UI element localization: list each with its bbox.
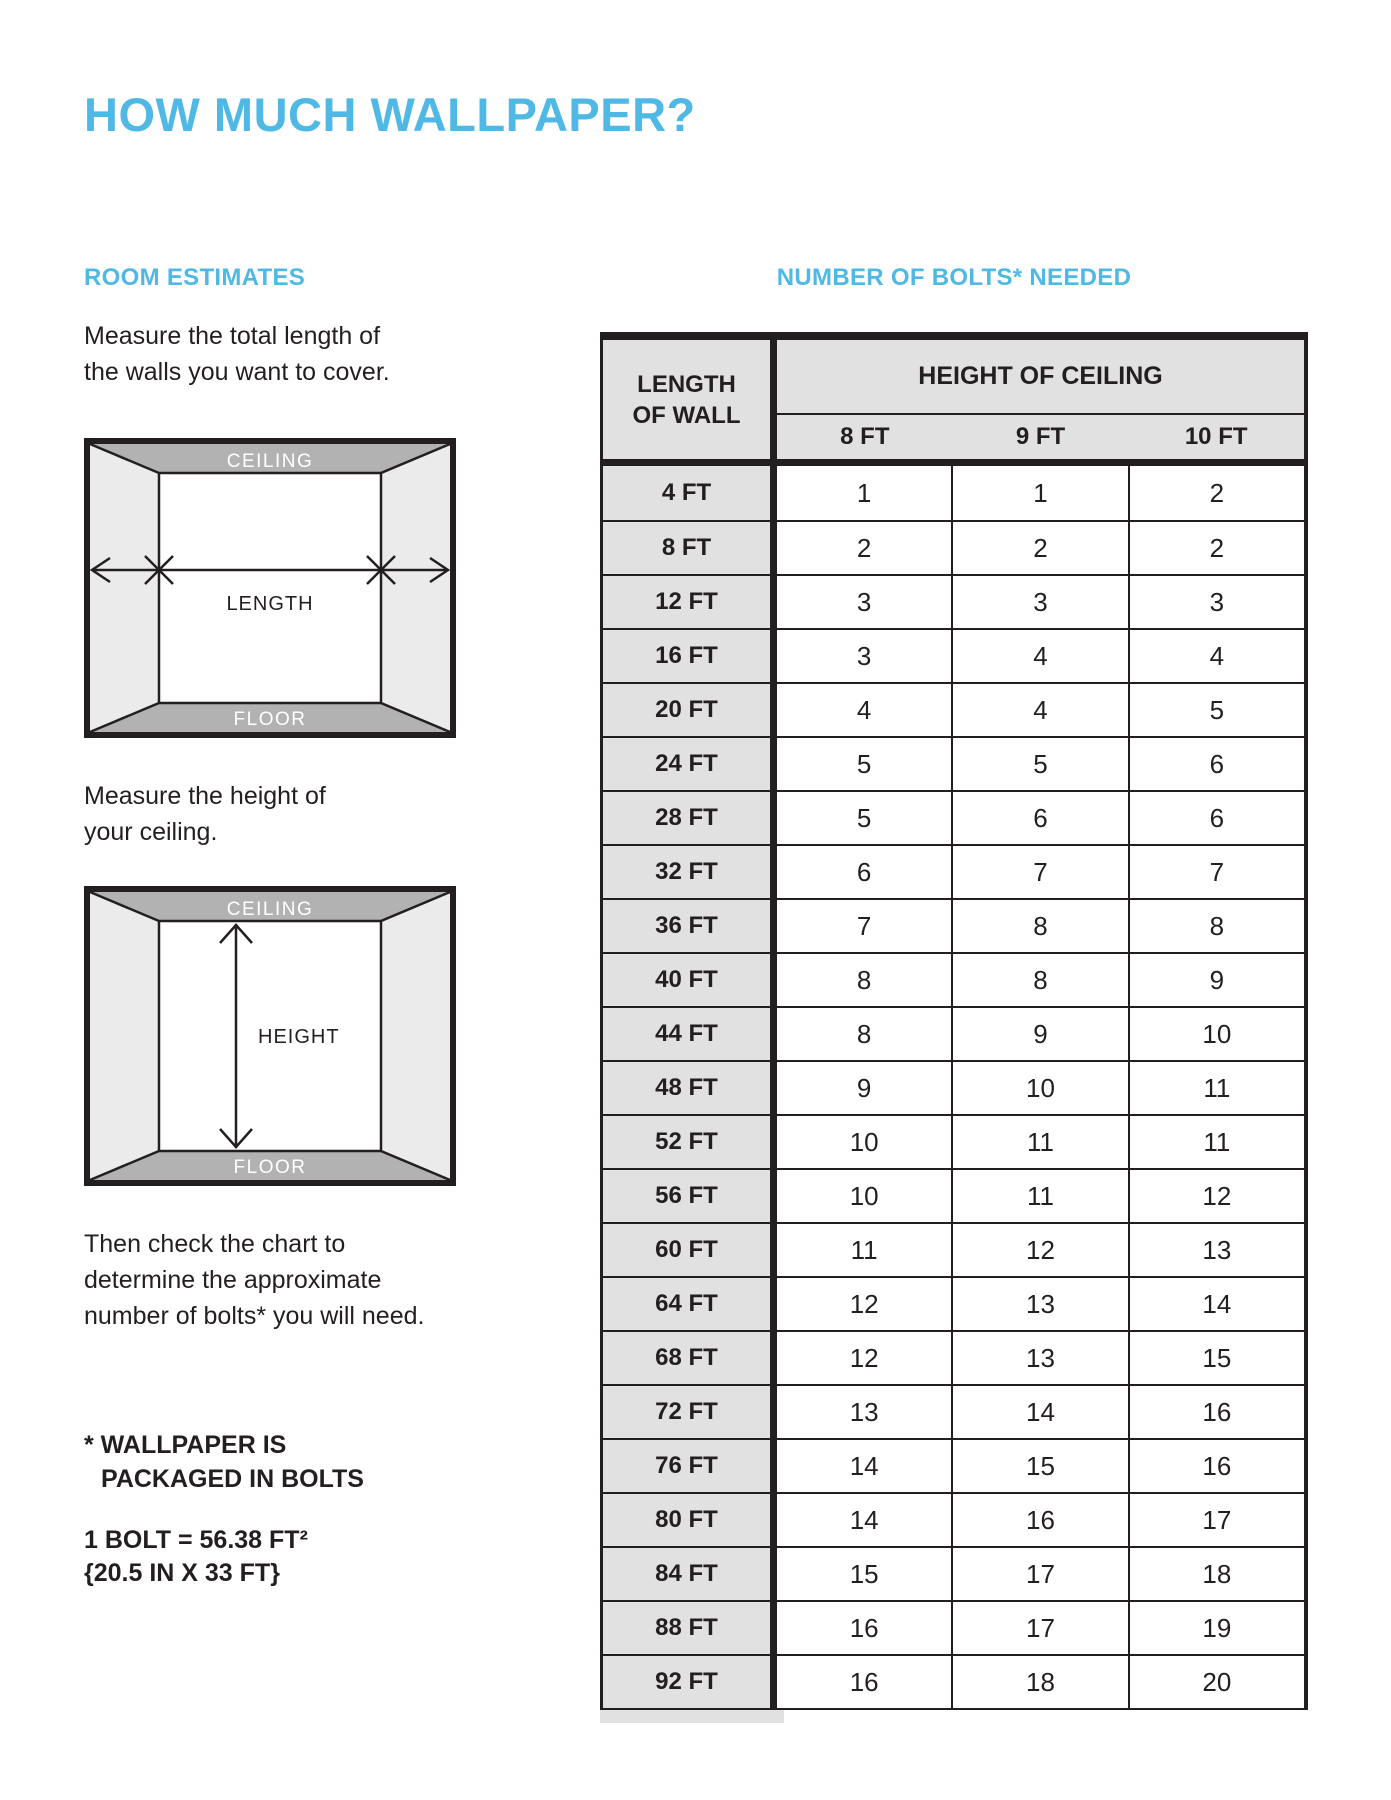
wall-length-label: 64 FT — [603, 1278, 777, 1330]
height-of-ceiling-header-cell: HEIGHT OF CEILING — [777, 340, 1304, 415]
wall-length-label: 52 FT — [603, 1116, 777, 1168]
table-row — [603, 1600, 1304, 1654]
bolt-count-cell: 2 — [1209, 477, 1225, 508]
bolt-count-cell: 17 — [1202, 1504, 1232, 1535]
table-row — [603, 1222, 1304, 1276]
wall-length-label: 84 FT — [603, 1548, 777, 1600]
bolt-count-cell: 6 — [953, 792, 1129, 844]
bolt-count-cell: 9 — [777, 1062, 953, 1114]
ceiling-label: CEILING — [226, 899, 314, 920]
bolt-count-cell: 4 — [953, 684, 1129, 736]
bolt-count-cell: 7 — [777, 900, 953, 952]
paragraph-line: determine the approximate — [84, 1266, 382, 1294]
bolt-count-cell: 16 — [777, 1602, 953, 1654]
bolt-count-cell: 16 — [1202, 1396, 1232, 1427]
bolt-count-cell: 10 — [953, 1062, 1129, 1114]
table-row — [603, 520, 1304, 574]
wall-length-label: 68 FT — [603, 1332, 777, 1384]
bolt-count-cell: 3 — [1209, 586, 1225, 617]
bolt-count-cell: 11 — [953, 1170, 1129, 1222]
table-row — [603, 1168, 1304, 1222]
bolt-count-cell: 8 — [777, 954, 953, 1006]
bolt-count-cell: 6 — [1209, 748, 1225, 779]
wall-length-label: 80 FT — [603, 1494, 777, 1546]
bolt-count-cell: 11 — [953, 1116, 1129, 1168]
bolt-count-cell: 13 — [777, 1386, 953, 1438]
bolt-count-cell: 8 — [777, 1008, 953, 1060]
bolts-needed-table — [600, 332, 1308, 1723]
bolt-count-cell: 10 — [1202, 1018, 1232, 1049]
bolt-count-cell: 2 — [1209, 532, 1225, 563]
bolt-count-cell: 2 — [953, 522, 1129, 574]
table-row — [603, 1546, 1304, 1600]
table-row — [603, 466, 1304, 520]
table-row — [603, 1276, 1304, 1330]
column-header-10ft: 10 FT — [1184, 423, 1248, 450]
wall-length-label: 36 FT — [603, 900, 777, 952]
bolt-count-cell: 15 — [1202, 1342, 1232, 1373]
bolt-count-cell: 14 — [777, 1440, 953, 1492]
column-header-9ft: 9 FT — [1015, 423, 1066, 450]
bolt-count-cell: 12 — [953, 1224, 1129, 1276]
table-header-divider — [600, 459, 1308, 466]
table-row — [603, 952, 1304, 1006]
bolt-count-cell: 13 — [953, 1278, 1129, 1330]
bolt-count-cell: 1 — [953, 466, 1129, 520]
bolt-size-spec — [84, 1524, 308, 1590]
bolt-count-cell: 12 — [777, 1332, 953, 1384]
bolt-count-cell: 12 — [777, 1278, 953, 1330]
table-row — [603, 844, 1304, 898]
wall-length-label: 92 FT — [603, 1656, 777, 1708]
wall-length-label: 32 FT — [603, 846, 777, 898]
back-wall-surface — [159, 473, 381, 703]
measure-height-paragraph — [84, 778, 326, 850]
right-wall-surface — [381, 444, 450, 732]
bolt-count-cell: 15 — [777, 1548, 953, 1600]
bolt-count-cell: 1 — [777, 466, 953, 520]
wall-length-label: 60 FT — [603, 1224, 777, 1276]
height-label: HEIGHT — [258, 1026, 340, 1048]
wall-length-label: 16 FT — [603, 630, 777, 682]
wall-length-label: 56 FT — [603, 1170, 777, 1222]
bolt-count-cell: 7 — [1209, 856, 1225, 887]
wall-length-label: 24 FT — [603, 738, 777, 790]
bolt-count-cell: 19 — [1202, 1612, 1232, 1643]
floor-label: FLOOR — [233, 709, 307, 730]
bolt-count-cell: 15 — [953, 1440, 1129, 1492]
table-row — [603, 790, 1304, 844]
room-estimates-heading: ROOM ESTIMATES — [84, 264, 306, 291]
table-row — [603, 1438, 1304, 1492]
bolts-needed-heading: NUMBER OF BOLTS* NEEDED — [776, 264, 1132, 291]
left-wall-surface — [90, 892, 159, 1180]
bolt-count-cell: 5 — [1209, 694, 1225, 725]
table-row — [603, 1330, 1304, 1384]
length-label: LENGTH — [226, 593, 314, 615]
table-row — [603, 682, 1304, 736]
height-of-ceiling-header-group — [777, 340, 1304, 459]
table-row — [603, 1114, 1304, 1168]
wall-length-label: 76 FT — [603, 1440, 777, 1492]
bolt-count-cell: 3 — [777, 630, 953, 682]
table-body — [600, 466, 1308, 1710]
table-cutoff-row-stub — [600, 1710, 784, 1723]
wall-length-label: 44 FT — [603, 1008, 777, 1060]
wall-length-label: 8 FT — [603, 522, 777, 574]
bolt-count-cell: 7 — [953, 846, 1129, 898]
bolt-count-cell: 16 — [777, 1656, 953, 1708]
wall-length-label: 12 FT — [603, 576, 777, 628]
bolt-count-cell: 16 — [953, 1494, 1129, 1546]
paragraph-line: the walls you want to cover. — [84, 358, 390, 386]
bolt-count-cell: 18 — [1202, 1558, 1232, 1589]
bolt-count-cell: 16 — [1202, 1450, 1232, 1481]
room-length-diagram — [84, 438, 456, 738]
column-header-8ft: 8 FT — [840, 423, 890, 450]
bolt-count-cell: 8 — [953, 900, 1129, 952]
bolt-count-cell: 13 — [953, 1332, 1129, 1384]
paragraph-line: number of bolts* you will need. — [84, 1302, 425, 1330]
bolt-count-cell: 4 — [1209, 640, 1225, 671]
table-row — [603, 1060, 1304, 1114]
bolt-count-cell: 18 — [953, 1656, 1129, 1708]
header-line: OF WALL — [632, 401, 741, 429]
bolt-count-cell: 17 — [953, 1602, 1129, 1654]
wall-length-label: 40 FT — [603, 954, 777, 1006]
bolt-count-cell: 3 — [777, 576, 953, 628]
bolt-count-cell: 9 — [1209, 964, 1225, 995]
length-of-wall-header-cell — [603, 340, 777, 459]
bolt-count-cell: 3 — [953, 576, 1129, 628]
bolt-count-cell: 20 — [1202, 1666, 1232, 1697]
ceiling-label: CEILING — [226, 451, 314, 472]
check-chart-paragraph — [84, 1226, 424, 1334]
bolt-count-cell: 14 — [777, 1494, 953, 1546]
wall-length-label: 20 FT — [603, 684, 777, 736]
bolt-count-cell: 5 — [777, 792, 953, 844]
bolt-count-cell: 12 — [1202, 1180, 1232, 1211]
bolt-count-cell: 2 — [777, 522, 953, 574]
bolt-count-cell: 11 — [1203, 1072, 1231, 1103]
bolt-count-cell: 13 — [1202, 1234, 1232, 1265]
page-title: HOW MUCH WALLPAPER? — [84, 88, 696, 142]
room-length-diagram-svg — [84, 438, 456, 738]
paragraph-line: Measure the total length of — [84, 322, 381, 350]
table-row — [603, 1654, 1304, 1708]
wall-length-label: 28 FT — [603, 792, 777, 844]
room-height-diagram — [84, 886, 456, 1186]
paragraph-line: Then check the chart to — [84, 1230, 346, 1258]
table-row — [603, 1492, 1304, 1546]
table-header — [600, 340, 1308, 459]
bolt-count-cell: 14 — [953, 1386, 1129, 1438]
table-row — [603, 628, 1304, 682]
spec-line: {20.5 IN X 33 FT} — [84, 1559, 280, 1587]
wall-length-label: 88 FT — [603, 1602, 777, 1654]
table-top-border — [600, 332, 1308, 340]
note-line: * WALLPAPER IS — [84, 1431, 287, 1459]
bolt-count-cell: 11 — [1203, 1126, 1231, 1157]
paragraph-line: your ceiling. — [84, 818, 218, 846]
note-line: PACKAGED IN BOLTS — [101, 1465, 364, 1493]
paragraph-line: Measure the height of — [84, 782, 326, 810]
table-row — [603, 898, 1304, 952]
ceiling-height-column-headers — [777, 415, 1304, 459]
bolt-count-cell: 14 — [1202, 1288, 1232, 1319]
bolt-count-cell: 10 — [777, 1116, 953, 1168]
wall-length-label: 72 FT — [603, 1386, 777, 1438]
header-line: LENGTH — [637, 370, 736, 398]
table-row — [603, 1384, 1304, 1438]
wall-length-label: 48 FT — [603, 1062, 777, 1114]
room-height-diagram-svg — [84, 886, 456, 1186]
bolt-count-cell: 5 — [953, 738, 1129, 790]
table-row — [603, 736, 1304, 790]
bolt-count-cell: 9 — [953, 1008, 1129, 1060]
bolt-count-cell: 6 — [1209, 802, 1225, 833]
bolt-count-cell: 5 — [777, 738, 953, 790]
bolt-count-cell: 4 — [953, 630, 1129, 682]
table-row — [603, 574, 1304, 628]
wall-length-label: 4 FT — [603, 466, 777, 520]
bolt-count-cell: 10 — [777, 1170, 953, 1222]
bolt-count-cell: 6 — [777, 846, 953, 898]
left-wall-surface — [90, 444, 159, 732]
bolt-count-cell: 8 — [1209, 910, 1225, 941]
bolt-count-cell: 11 — [777, 1224, 953, 1276]
bolt-count-cell: 8 — [953, 954, 1129, 1006]
measure-length-paragraph — [84, 318, 390, 390]
wallpaper-bolts-note — [84, 1428, 364, 1496]
right-wall-surface — [381, 892, 450, 1180]
floor-label: FLOOR — [233, 1157, 307, 1178]
table-row — [603, 1006, 1304, 1060]
spec-line: 1 BOLT = 56.38 FT² — [84, 1526, 308, 1554]
bolt-count-cell: 4 — [777, 684, 953, 736]
bolt-count-cell: 17 — [953, 1548, 1129, 1600]
